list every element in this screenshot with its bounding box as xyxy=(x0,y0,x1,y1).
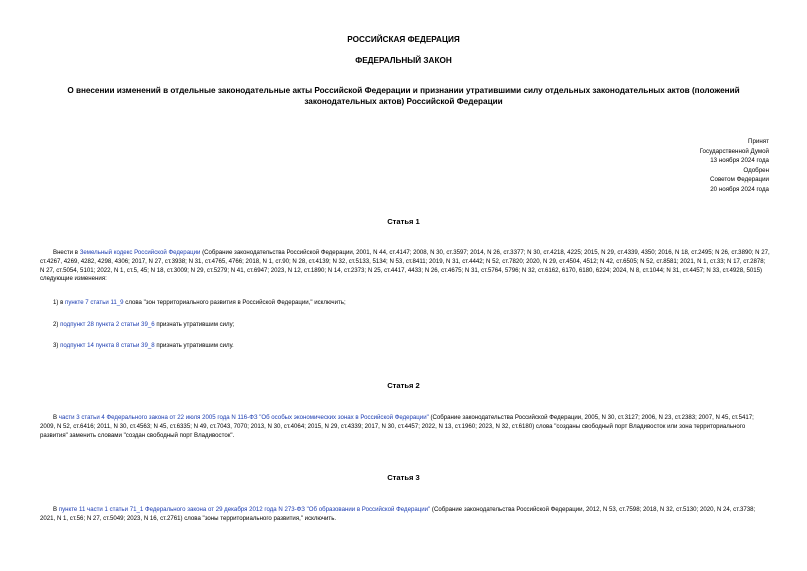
item-1-link[interactable]: пункте 7 статьи 11_9 xyxy=(65,299,124,306)
text: признать утратившим силу. xyxy=(154,342,234,349)
law-title: О внесении изменений в отдельные законодательные акты Российской Федерации и признании утратившими силу отдельных законодательных актов (положений законодательных актов) Российской Федерации xyxy=(67,86,740,106)
article-2-heading: Статья 2 xyxy=(387,381,420,390)
text: 3) xyxy=(53,342,61,349)
text: 2) xyxy=(53,321,61,328)
article-1-item-1 xyxy=(53,299,768,308)
article-3-text xyxy=(40,506,770,524)
article-3-heading: Статья 3 xyxy=(387,473,420,482)
text: (Собрание законодательства Российской Федерации, 2012, N 53, ст.7598; 2018, N 32, ст.5130; 2020, N 24, ст.3738; 2021, N 1, ст.56; N 27, ст.5049; 2023, N 16, ст.2761) слова "зоны территориального развития," исключить. xyxy=(40,506,756,522)
article-1-heading: Статья 1 xyxy=(387,217,420,226)
text: 1) в xyxy=(53,299,66,306)
text: В xyxy=(53,414,59,421)
text: (Собрание законодательства Российской Федерации, 2005, N 30, ст.3127; 2006, N 23, ст.2383; 2007, N 45, ст.5417; 2009, N 52, ст.6416; 2011, N 30, ст.4563; N 45, ст.6335; N 49, ст.7043, 7070; 2013, N 30, ст.4064; 2015, N 29, ст.4339; 2017, N 30, ст.4457; 2022, N 13, ст.1960; 2023, N 32, ст.6180) слова "созданы свободный порт Владивосток или зона территориального развития" заменить словами "создан свободный порт Владивосток". xyxy=(40,414,754,439)
article-1-item-3 xyxy=(53,342,768,351)
adoption-date: 13 ноября 2024 года xyxy=(710,157,769,164)
text: (Собрание законодательства Российской Федерации, 2001, N 44, ст.4147; 2008, N 30, ст.3597; 2014, N 26, ст.3377; N 30, ст.4218, 4225; 2015, N 29, ст.4339, 4350; 2016, N 18, ст.2495; N 26, ст.3890; N 27, ст.4267, 4269, 4282, 4298, 4306; 2017, N 27, ст.3938; N 31, ст.4765, 4766; 2018, N 1, ст.90; N 28, ст.4139; N 32, ст.5133, 5134; N 53, ст.8411; 2019, N 31, ст.4442; N 52, ст.7820; 2020, N 29, ст.4504, 4512; N 42, ст.6505; N 52, ст.8581; 2021, N 1, ст.33; N 17, ст.2878; N 27, ст.5054, 5101; 2022, N 1, ст.5, 45; N 18, ст.3009; N 29, ст.5279; N 41, ст.6947; 2023, N 12, ст.1890; N 14, ст.2373; N 25, ст.4417, 4433; N 26, ст.4675; N 31, ст.5764, 5796; N 32, ст.6162, 6170, 6180, 6224; 2024, N 8, ст.1044; N 31, ст.4457; N 33, ст.4928, 5015) следующие изменения: xyxy=(40,249,770,283)
text: В xyxy=(53,506,59,513)
sez-law-link[interactable]: части 3 статьи 4 Федерального закона от 22 июля 2005 года N 116-ФЗ "Об особых экономических зонах в Российской Федерации" xyxy=(58,414,429,421)
item-3-link[interactable]: подпункт 14 пункта 8 статьи 39_8 xyxy=(60,342,155,349)
adoption-date: 20 ноября 2024 года xyxy=(710,185,769,193)
adoption-line: Государственной Думой xyxy=(699,147,769,155)
item-2-link[interactable]: подпункт 28 пункта 2 статьи 39_6 xyxy=(60,321,155,328)
article-1-intro xyxy=(40,249,770,284)
article-1-item-2 xyxy=(53,321,768,330)
article-2-text xyxy=(40,414,770,440)
text: слова "зон территориального развития в Российской Федерации," исключить; xyxy=(123,299,346,306)
text: признать утратившим силу; xyxy=(154,321,235,328)
law-type-heading: ФЕДЕРАЛЬНЫЙ ЗАКОН xyxy=(355,56,452,65)
text: Внести в xyxy=(53,249,80,256)
education-law-link[interactable]: пункте 11 части 1 статьи 71_1 Федерального закона от 29 декабря 2012 года N 273-ФЗ "Об образовании в Российской Федерации" xyxy=(58,506,431,513)
federation-heading: РОССИЙСКАЯ ФЕДЕРАЦИЯ xyxy=(347,35,460,44)
adoption-line: Советом Федерации xyxy=(710,176,769,183)
adoption-line: Принят xyxy=(748,138,769,145)
land-code-link[interactable]: Земельный кодекс Российской Федерации xyxy=(79,249,201,256)
adoption-block xyxy=(569,137,769,194)
adoption-line: Одобрен xyxy=(743,166,769,174)
